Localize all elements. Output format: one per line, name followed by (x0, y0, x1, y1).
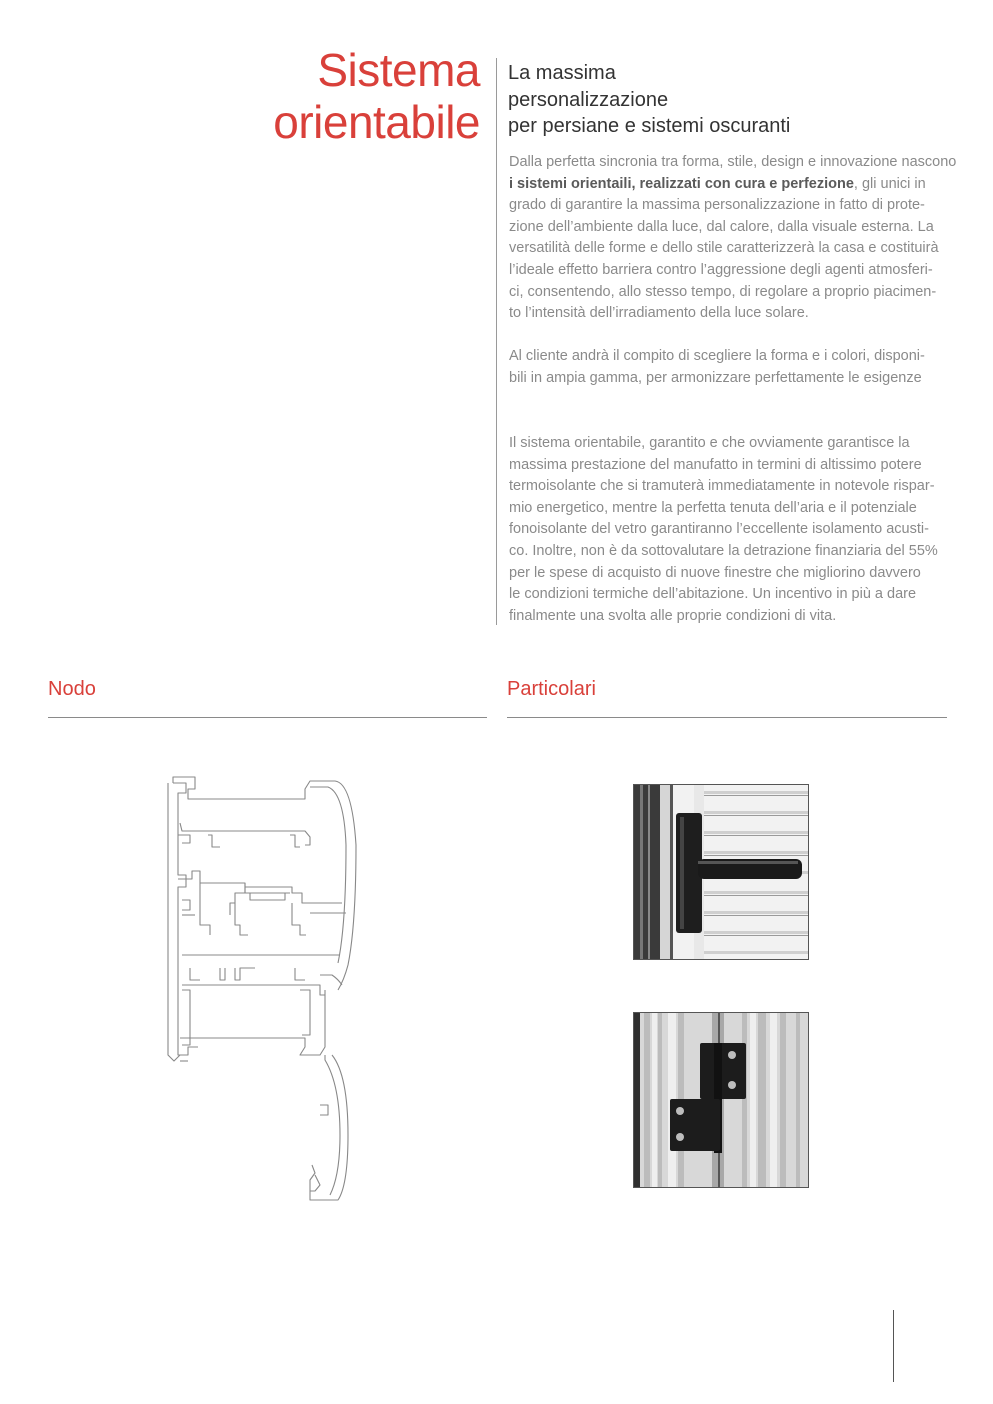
paragraph-line: fonoisolante del vetro garantiranno l’eccellente isolamento acusti- (509, 521, 929, 538)
subtitle-line-3: per persiane e sistemi oscuranti (508, 115, 791, 137)
subtitle-line-1: La massima (508, 62, 616, 84)
paragraph-line-rest: , gli unici in (853, 175, 926, 192)
paragraph-line: Al cliente andrà il compito di scegliere la forma e i colori, disponi- (509, 348, 925, 364)
paragraph-line: finalmente una svolta alle proprie condizioni di vita. (509, 607, 837, 624)
section-heading-nodo: Nodo (48, 678, 96, 700)
section-rule-particolari (507, 717, 947, 718)
intro-paragraph-1 (509, 152, 961, 325)
section-rule-nodo (48, 717, 487, 718)
paragraph-line: l’ideale effetto barriera contro l’aggressione degli agenti atmosferi- (509, 261, 933, 278)
paragraph-line: co. Inoltre, non è da sottovalutare la detrazione finanziaria del 55% (509, 542, 938, 559)
paragraph-line: versatilità delle forme e dello stile caratterizzerà la casa e costituirà (509, 240, 939, 257)
intro-paragraph-2 (509, 346, 961, 389)
subtitle (508, 60, 790, 140)
title-line-2: orientabile (273, 96, 480, 148)
title-line-1: Sistema (317, 44, 480, 96)
paragraph-line: le condizioni termiche dell’abitazione. Un incentivo in più a dare (509, 586, 917, 603)
paragraph-line: grado di garantire la massima personalizzazione in fatto di prote- (509, 197, 925, 214)
subtitle-line-2: personalizzazione (508, 88, 669, 111)
vertical-divider (496, 58, 497, 625)
page-title (273, 44, 480, 148)
paragraph-line: zione dell’ambiente dalla luce, dal calore, dalla visuale esterna. La (509, 218, 934, 235)
page-margin-mark (893, 1310, 894, 1382)
section-heading-particolari: Particolari (507, 678, 596, 700)
intro-paragraph-3 (509, 433, 961, 627)
paragraph-line: to l’intensità dell’irradiamento della luce solare. (509, 305, 809, 322)
paragraph-line: mio energetico, mentre la perfetta tenuta dell’aria e il potenziale (509, 499, 917, 516)
paragraph-line: bili in ampia gamma, per armonizzare perfettamente le esigenze (509, 369, 922, 386)
paragraph-line: per le spese di acquisto di nuove finestre che migliorino davvero (509, 564, 921, 581)
detail-photo-handle (633, 784, 809, 960)
paragraph-line: massima prestazione del manufatto in termini di altissimo potere (509, 456, 922, 473)
paragraph-line: ci, consentendo, allo stesso tempo, di regolare a proprio piacimen- (509, 283, 937, 300)
bold-highlight: i sistemi orientaili, realizzati con cura e perfezione (509, 175, 854, 192)
profile-section-drawing (160, 775, 360, 1210)
paragraph-line: Dalla perfetta sincronia tra forma, stile, design e innovazione nascono (509, 154, 957, 170)
paragraph-line (509, 174, 961, 196)
paragraph-line: Il sistema orientabile, garantito e che ovviamente garantisce la (509, 435, 910, 451)
paragraph-line: termoisolante che si tramuterà immediatamente in notevole rispar- (509, 478, 935, 495)
detail-photo-hinge (633, 1012, 809, 1188)
